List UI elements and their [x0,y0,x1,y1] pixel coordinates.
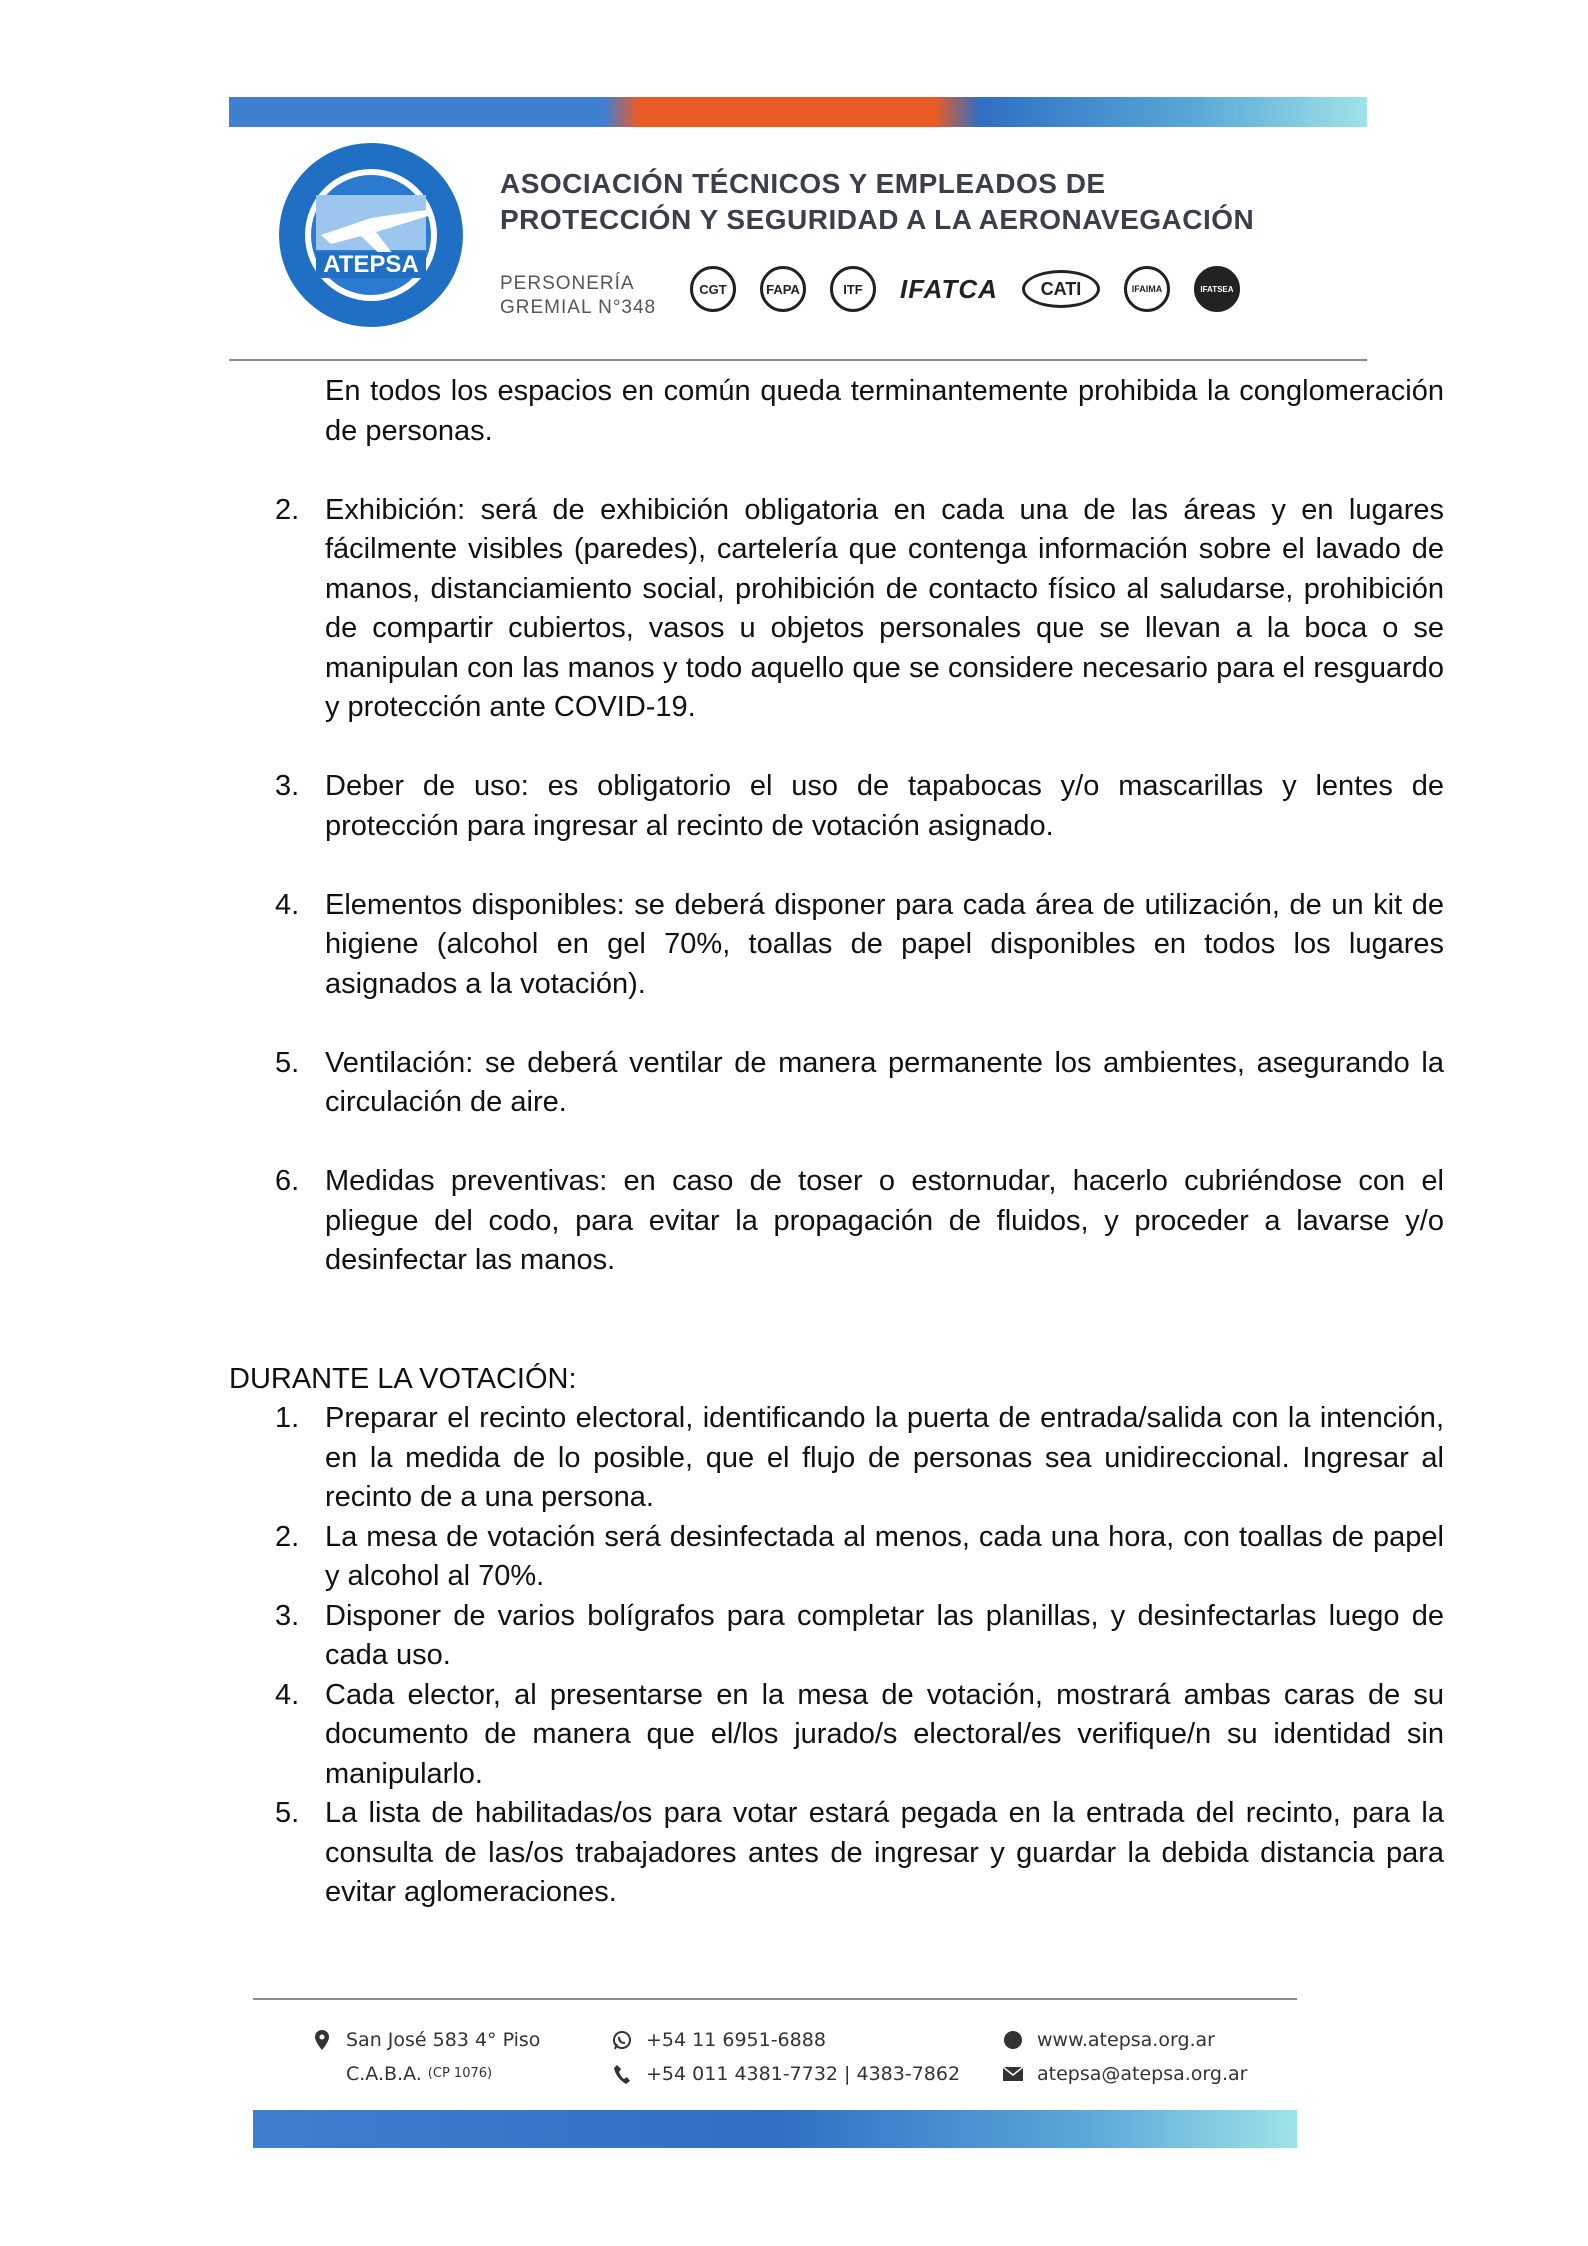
footer-contact [1003,2023,1247,2091]
voting-item [229,1518,1444,1597]
voting-list [229,1399,1444,1913]
affiliation-logos [690,266,1240,312]
list-number: 3. [275,1599,300,1632]
organization-name [500,166,1370,238]
voting-item [229,1597,1444,1676]
document-body [229,372,1444,1913]
list-number: 5. [275,1797,300,1829]
footer-divider [253,1998,1297,2000]
list-number: 3. [275,770,300,802]
personeria-line2: GREMIAL N°348 [500,297,657,318]
fapa-logo: FAPA [760,266,806,312]
org-name-line1: ASOCIACIÓN TÉCNICOS Y EMPLEADOS DE [500,168,1106,199]
itf-logo: ITF [830,266,876,312]
list-text: La mesa de votación será desinfectada al menos, cada una hora, con toallas de papel y alcohol al 70%. [325,1520,1444,1592]
atepsa-seal-logo [276,140,466,330]
ifatca-logo: IFATCA [900,273,998,304]
list-text: Cada elector, al presentarse en la mesa de votación, mostrará ambas caras de su documento de manera que el/los jurado/s electoral/es verifique/n su identidad sin manipularlo. [325,1678,1444,1790]
ifaima-logo: IFAIMA [1124,266,1170,312]
measure-item [229,491,1444,728]
phone-numbers[interactable]: +54 011 4381-7732 | 4383-7862 [646,2063,961,2085]
email-link[interactable]: atepsa@atepsa.org.ar [1037,2063,1248,2085]
header-divider [229,359,1367,361]
org-name-line2: PROTECCIÓN Y SEGURIDAD A LA AERONAVEGACIÓN [500,204,1255,235]
footer-color-bar [253,2110,1297,2148]
location-pin-icon [312,2030,332,2050]
voting-item [229,1794,1444,1913]
list-number: 2. [275,493,300,526]
ifatsea-logo: IFATSEA [1194,266,1240,312]
section-title: DURANTE LA VOTACIÓN: [229,1362,577,1395]
list-text: Disponer de varios bolígrafos para completar las planillas, y desinfectarlas luego de cada uso. [325,1599,1444,1671]
list-text: Medidas preventivas: en caso de toser o estornudar, hacerlo cubriéndose con el pliegue del codo, para evitar la propagación de fluidos, y proceder a lavarse y/o desinfectar las manos. [325,1165,1444,1276]
list-text: La lista de habilitadas/os para votar estará pegada en la entrada del recinto, para la consulta de las/os trabajadores antes de ingresar y guardar la debida distancia para evitar aglomeraciones. [325,1797,1444,1908]
list-number: 2. [275,1520,300,1553]
website-link[interactable]: www.atepsa.org.ar [1037,2029,1215,2051]
address-line1: San José 583 4° Piso [346,2029,541,2051]
list-number: 5. [275,1046,300,1079]
cati-logo: CATI [1022,270,1100,308]
list-text: Deber de uso: es obligatorio el uso de tapabocas y/o mascarillas y lentes de protección para ingresar al recinto de votación asignado. [325,770,1444,842]
voting-item [229,1676,1444,1795]
globe-icon [1003,2030,1023,2050]
address-cp: (CP 1076) [427,2066,493,2081]
list-text: Exhibición: será de exhibición obligatoria en cada una de las áreas y en lugares fácilmente visibles (paredes), cartelería que contenga información sobre el lavado de manos, distanciamiento social, prohibición de contacto físico al saludarse, prohibición de compartir cubiertos, vasos u objetos personales que se llevan a la boca o se manipulan con las manos y todo aquello que se considere necesario para el resguardo y protección ante COVID-19. [325,493,1444,723]
personeria-line1: PERSONERÍA [500,273,635,294]
footer-phones [612,2023,960,2091]
measure-item [229,1044,1444,1123]
list-text: Elementos disponibles: se deberá disponer para cada área de utilización, de un kit de higiene (alcohol en gel 70%, toallas de papel disponibles en todos los lugares asignados a la votación). [325,888,1444,1000]
list-text: Preparar el recinto electoral, identificando la puerta de entrada/salida con la intención, en la medida de lo posible, que el flujo de personas sea unidireccional. Ingresar al recinto de a una persona. [325,1402,1444,1513]
personeria-gremial [500,272,656,320]
list-number: 4. [275,888,300,921]
measure-item [229,767,1444,846]
whatsapp-number[interactable]: +54 11 6951-6888 [646,2029,826,2051]
list-text: Ventilación: se deberá ventilar de manera permanente los ambientes, asegurando la circulación de aire. [325,1046,1444,1118]
measures-list [229,491,1444,1281]
footer-address [312,2023,540,2091]
list-number: 6. [275,1165,300,1197]
seal-text: ATEPSA [323,251,419,278]
intro-paragraph: En todos los espacios en común queda terminantemente prohibida la conglomeración de personas. [325,375,1444,447]
cgt-logo: CGT [690,266,736,312]
phone-icon [612,2064,632,2084]
voting-item [229,1399,1444,1518]
address-city: C.A.B.A. [346,2063,422,2085]
header-color-bar [229,97,1367,127]
whatsapp-icon [612,2030,632,2050]
measure-item [229,886,1444,1005]
email-icon [1003,2067,1023,2081]
measure-item [229,1162,1444,1281]
list-number: 4. [275,1678,300,1711]
list-number: 1. [275,1402,300,1434]
